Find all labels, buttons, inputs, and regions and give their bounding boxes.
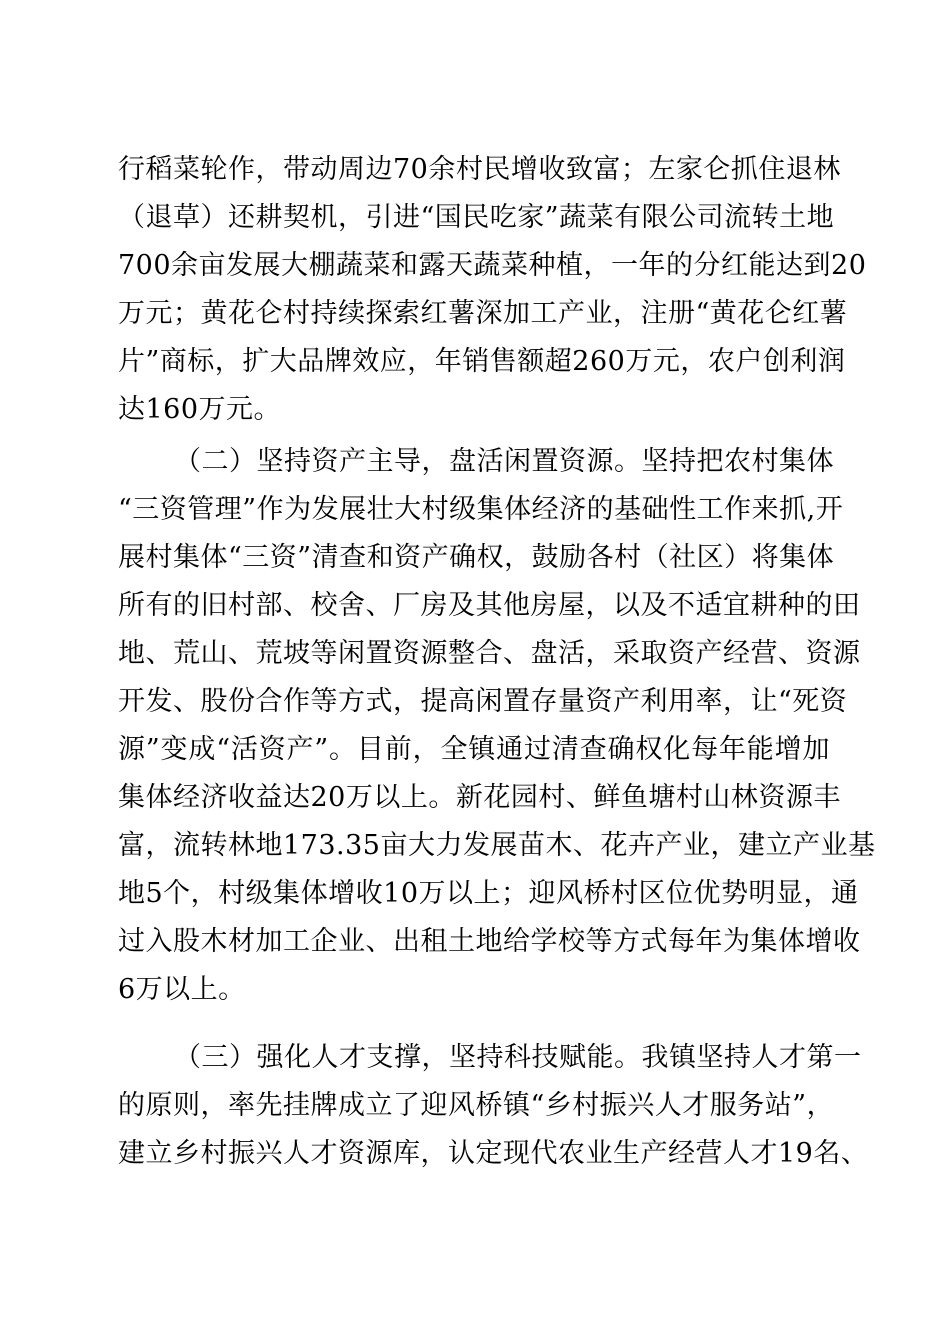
paragraph-line: 达160万元。: [118, 394, 282, 425]
paragraph-line: 行稻菜轮作，带动周边70余村民增收致富；左家仑抓住退林: [118, 154, 841, 185]
paragraph-line: 开发、股份合作等方式，提高闲置存量资产利用率，让“死资: [118, 686, 848, 717]
paragraph-line: 所有的旧村部、校舍、厂房及其他房屋，以及不适宜耕种的田: [118, 590, 861, 621]
paragraph-line: 地、荒山、荒坡等闲置资源整合、盘活，采取资产经营、资源: [118, 638, 861, 669]
paragraph-line: 源”变成“活资产”。目前，全镇通过清查确权化每年能增加: [118, 734, 830, 765]
section-heading-line: （三）强化人才支撑，坚持科技赋能。我镇坚持人才第一: [174, 1042, 862, 1073]
paragraph-line: 集体经济收益达20万以上。新花园村、鲜鱼塘村山林资源丰: [118, 782, 841, 813]
paragraph-line: 的原则，率先挂牌成立了迎风桥镇“乡村振兴人才服务站”，: [118, 1090, 835, 1121]
paragraph-2: [118, 438, 876, 1014]
paragraph-line: 片”商标，扩大品牌效应，年销售额超260万元，农户创利润: [118, 346, 846, 377]
paragraph-line: 万元；黄花仑村持续探索红薯深加工产业，注册“黄花仑红薯: [118, 298, 848, 329]
paragraph-line: “三资管理”作为发展壮大村级集体经济的基础性工作来抓,开: [118, 494, 844, 525]
paragraph-line: 700余亩发展大棚蔬菜和露天蔬菜种植，一年的分红能达到20: [118, 250, 867, 281]
paragraph-line: 6万以上。: [118, 974, 246, 1005]
paragraph-3: [118, 1034, 869, 1178]
section-heading-line: （二）坚持资产主导，盘活闲置资源。坚持把农村集体: [174, 446, 834, 477]
paragraph-1: [118, 146, 867, 434]
paragraph-line: 建立乡村振兴人才资源库，认定现代农业生产经营人才19名、: [118, 1138, 869, 1169]
paragraph-line: （退草）还耕契机，引进“国民吃家”蔬菜有限公司流转土地: [118, 202, 835, 233]
paragraph-line: 富，流转林地173.35亩大力发展苗木、花卉产业，建立产业基: [118, 830, 876, 861]
paragraph-line: 展村集体“三资”清查和资产确权，鼓励各村（社区）将集体: [118, 542, 835, 573]
paragraph-line: 地5个，村级集体增收10万以上；迎风桥村区位优势明显，通: [118, 878, 859, 909]
paragraph-line: 过入股木材加工企业、出租土地给学校等方式每年为集体增收: [118, 926, 861, 957]
